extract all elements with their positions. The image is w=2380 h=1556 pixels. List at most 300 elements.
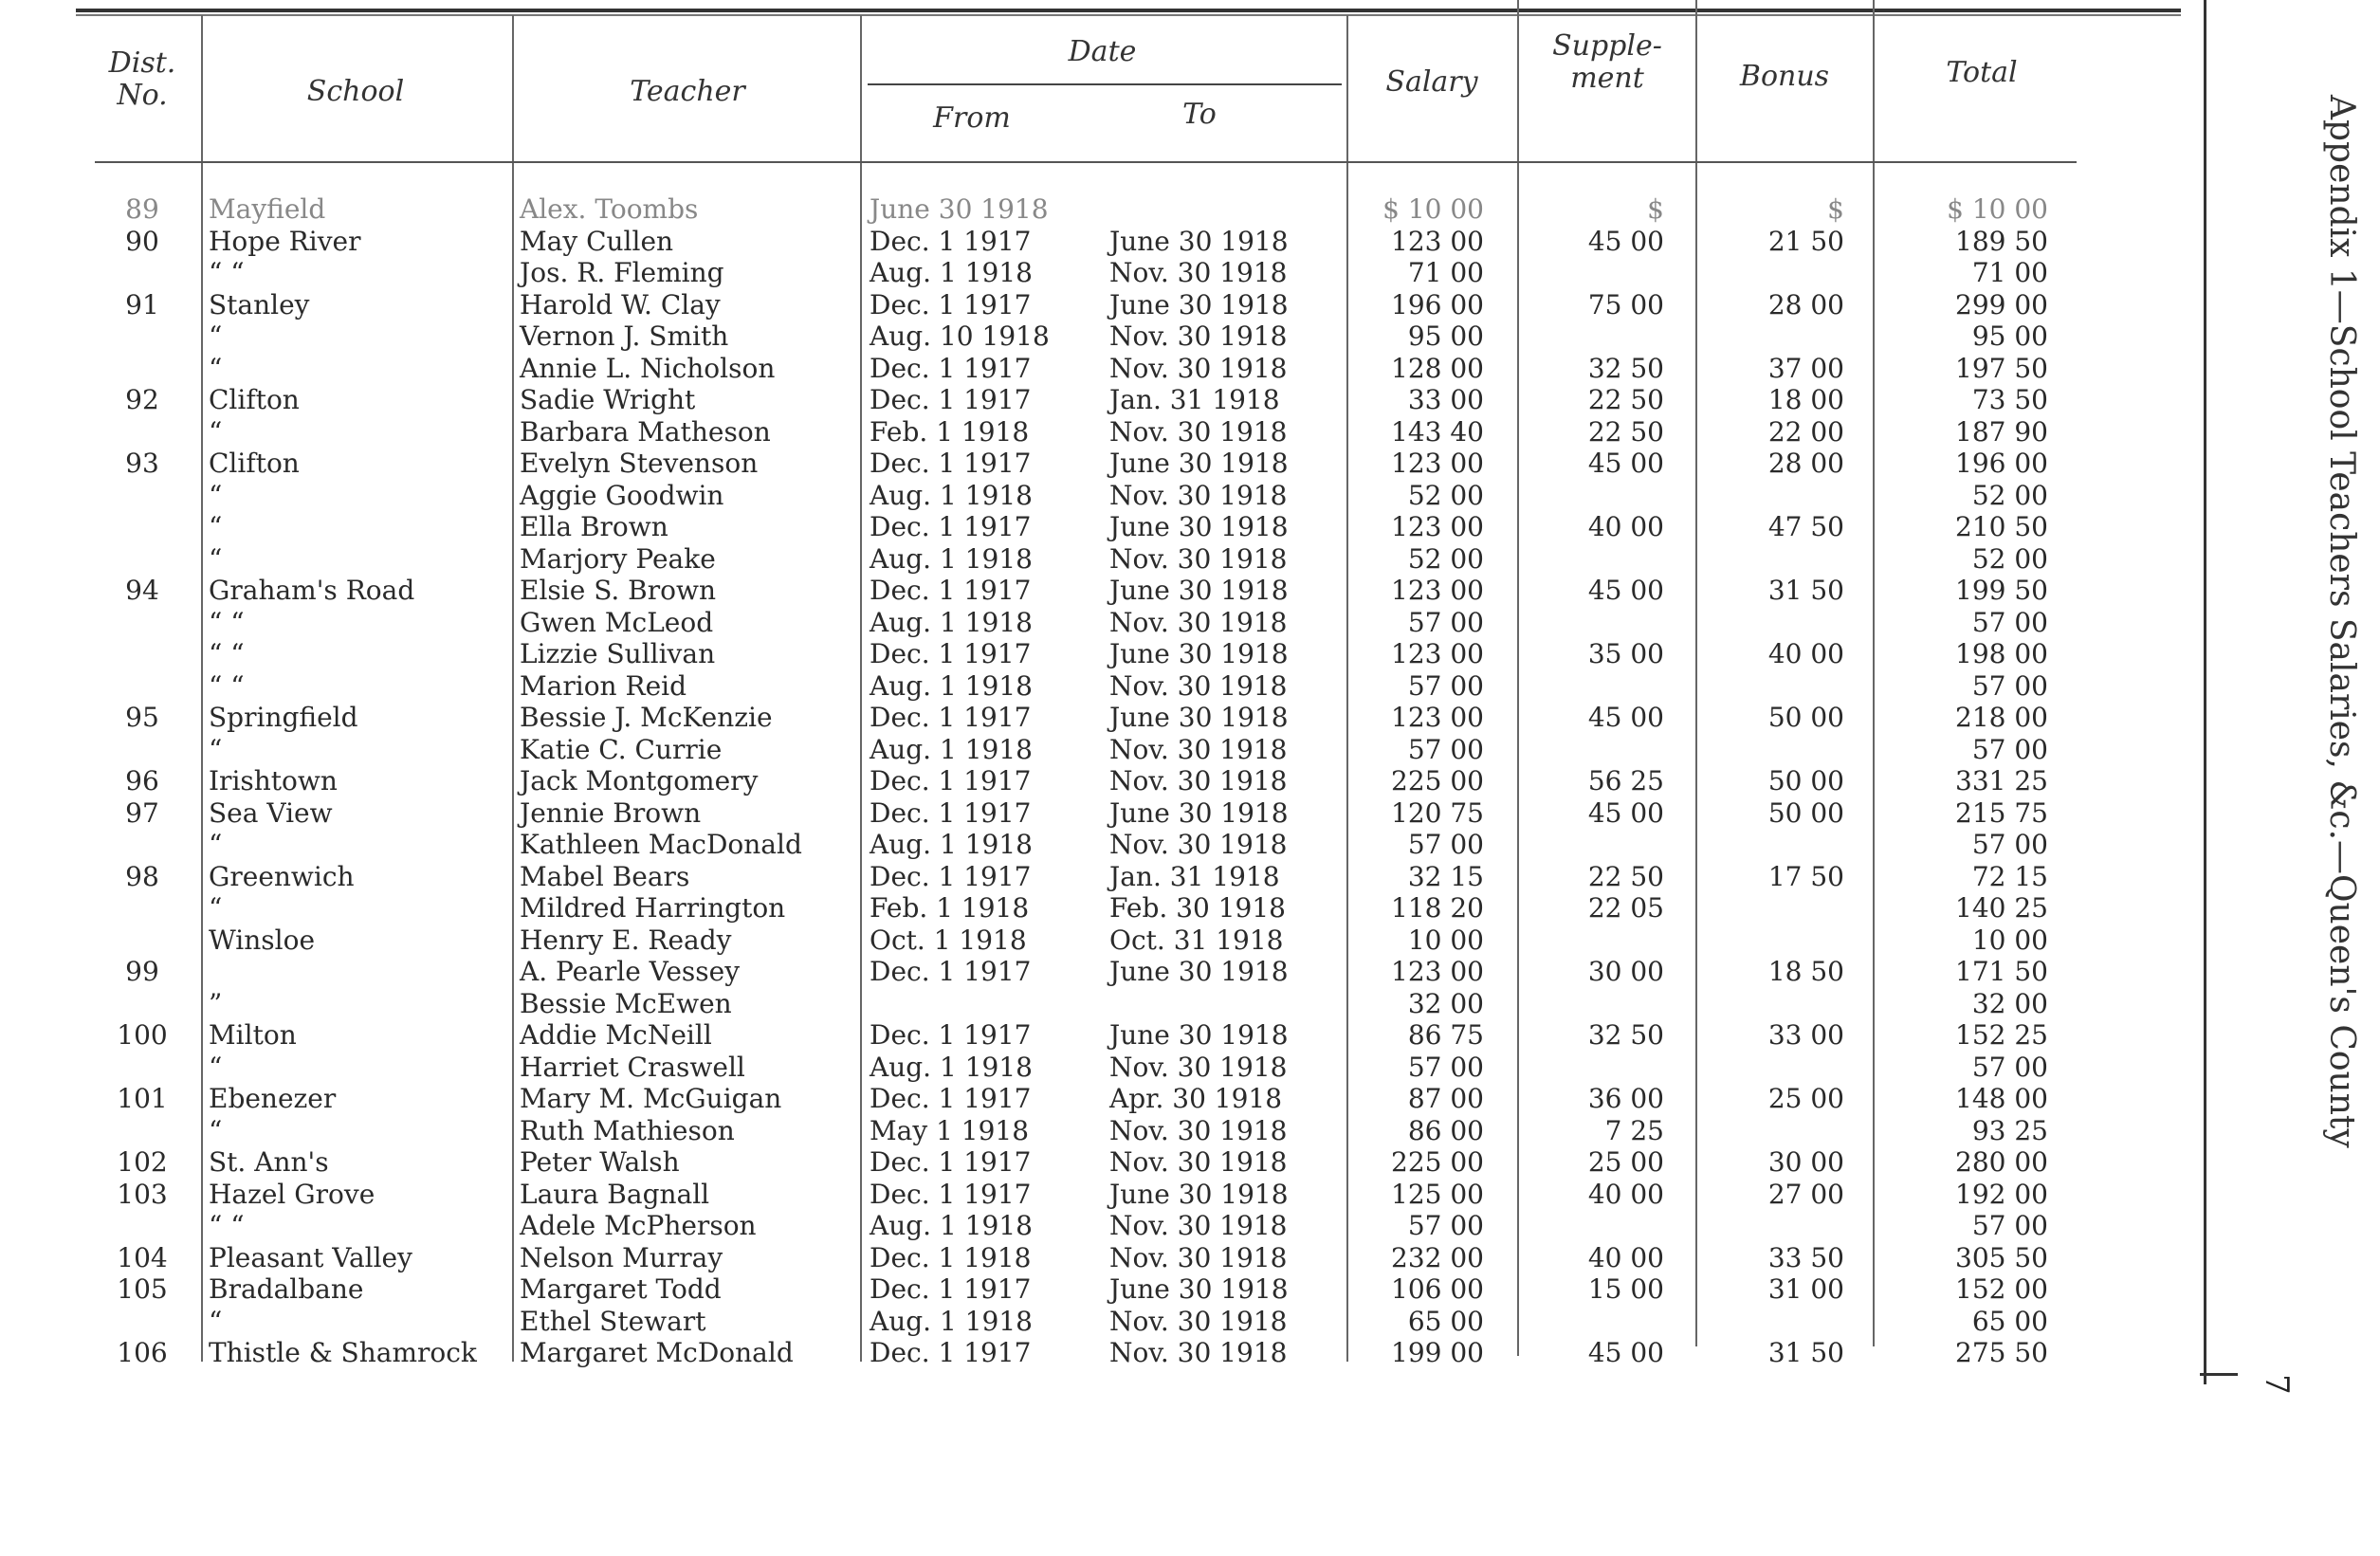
bonus-cell: 31 50 — [1767, 575, 1844, 606]
school-cell: “ — [209, 511, 223, 542]
total-cell: 65 00 — [1971, 1305, 2048, 1337]
bonus-cell: 28 00 — [1767, 288, 1844, 320]
teacher-cell: Ruth Mathieson — [520, 1114, 735, 1146]
school-cell: Hope River — [209, 225, 361, 257]
dist-no-cell: 94 — [125, 575, 159, 606]
salary-cell: 32 00 — [1407, 987, 1484, 1019]
to-date-cell: June 30 1918 — [1109, 1273, 1289, 1305]
to-date-cell: Nov. 30 1918 — [1109, 733, 1288, 765]
salary-cell: 123 00 — [1391, 511, 1484, 542]
salary-cell: 118 20 — [1391, 892, 1484, 924]
salary-cell: 57 00 — [1407, 1210, 1484, 1241]
teacher-cell: Evelyn Stevenson — [520, 448, 759, 479]
from-date-cell: Dec. 1 1917 — [870, 765, 1032, 796]
to-date-cell: Nov. 30 1918 — [1109, 669, 1288, 702]
teacher-cell: Bessie J. McKenzie — [520, 702, 773, 733]
supplement-cell: 22 50 — [1587, 415, 1664, 448]
total-cell: 52 00 — [1971, 542, 2048, 575]
supplement-cell: 15 00 — [1587, 1273, 1664, 1305]
salary-cell: 123 00 — [1391, 575, 1484, 606]
from-date-cell: Aug. 1 1918 — [870, 669, 1033, 702]
total-cell: 299 00 — [1955, 288, 2048, 320]
total-cell: 189 50 — [1955, 225, 2048, 257]
to-date-cell: Nov. 30 1918 — [1109, 1241, 1288, 1273]
bonus-cell: 22 00 — [1767, 415, 1844, 448]
school-cell: “ “ — [209, 669, 245, 702]
side-rule — [2204, 0, 2206, 1384]
dist-no-cell: 103 — [117, 1178, 168, 1210]
supplement-cell: 36 00 — [1587, 1083, 1664, 1114]
total-cell: 196 00 — [1955, 448, 2048, 479]
dist-no-cell: 99 — [125, 956, 159, 987]
bonus-cell: 18 00 — [1767, 384, 1844, 415]
teacher-cell: Ella Brown — [520, 511, 668, 542]
bonus-cell: 18 50 — [1767, 956, 1844, 987]
school-cell: “ “ — [209, 638, 245, 669]
supplement-cell: 25 00 — [1587, 1146, 1664, 1178]
header-from: From — [933, 101, 1011, 135]
bonus-cell: 50 00 — [1767, 796, 1844, 829]
teacher-cell: Margaret Todd — [520, 1273, 722, 1305]
top-rule-thin — [76, 14, 2181, 16]
teacher-cell: Margaret McDonald — [520, 1337, 794, 1368]
total-cell: 71 00 — [1971, 257, 2048, 288]
teacher-cell: Addie McNeill — [520, 1019, 712, 1051]
salary-cell: 10 00 — [1407, 924, 1484, 956]
salary-cell: 57 00 — [1407, 829, 1484, 860]
salary-cell: 32 15 — [1407, 860, 1484, 892]
bonus-cell: 25 00 — [1767, 1083, 1844, 1114]
salary-cell: 57 00 — [1407, 669, 1484, 702]
teacher-cell: Laura Bagnall — [520, 1178, 710, 1210]
side-title: Appendix 1—School Teachers Salaries, &c.—Queen's County — [2322, 95, 2361, 1148]
from-date-cell: Dec. 1 1917 — [870, 384, 1032, 415]
teacher-cell: Adele McPherson — [520, 1210, 757, 1241]
salary-cell: 57 00 — [1407, 733, 1484, 765]
school-cell: Bradalbane — [209, 1273, 364, 1305]
to-date-cell: Nov. 30 1918 — [1109, 765, 1288, 796]
dist-no-cell: 95 — [125, 702, 159, 733]
from-date-cell: May 1 1918 — [870, 1114, 1030, 1146]
salary-cell: 123 00 — [1391, 225, 1484, 257]
school-cell: “ — [209, 733, 223, 765]
dist-no-cell: 102 — [117, 1146, 168, 1178]
total-cell: 192 00 — [1955, 1178, 2048, 1210]
total-cell: 331 25 — [1955, 765, 2048, 796]
from-date-cell: Dec. 1 1917 — [870, 1019, 1032, 1051]
teacher-cell: Jennie Brown — [520, 796, 702, 829]
teacher-cell: Aggie Goodwin — [520, 479, 724, 511]
school-cell: “ — [209, 1305, 223, 1337]
from-date-cell: Dec. 1 1918 — [870, 1241, 1032, 1273]
to-date-cell: June 30 1918 — [1109, 796, 1289, 829]
total-cell: 218 00 — [1955, 702, 2048, 733]
teacher-cell: Harriet Craswell — [520, 1051, 745, 1083]
bonus-cell: 30 00 — [1767, 1146, 1844, 1178]
teacher-cell: Mary M. McGuigan — [520, 1083, 782, 1114]
column-divider — [1695, 0, 1697, 1346]
salary-cell: 123 00 — [1391, 448, 1484, 479]
to-date-cell: Apr. 30 1918 — [1109, 1083, 1283, 1114]
supplement-cell: 32 50 — [1587, 1019, 1664, 1051]
from-date-cell: Aug. 1 1918 — [870, 257, 1033, 288]
from-date-cell: Dec. 1 1917 — [870, 511, 1032, 542]
salary-cell: 120 75 — [1391, 796, 1484, 829]
salary-cell: 123 00 — [1391, 702, 1484, 733]
salary-cell: 199 00 — [1391, 1337, 1484, 1368]
from-date-cell: Dec. 1 1917 — [870, 796, 1032, 829]
total-cell: 305 50 — [1955, 1241, 2048, 1273]
dist-no-cell: 89 — [125, 193, 159, 225]
salary-cell: 106 00 — [1391, 1273, 1484, 1305]
total-cell: 148 00 — [1955, 1083, 2048, 1114]
teacher-cell: A. Pearle Vessey — [520, 956, 741, 987]
teacher-cell: Ethel Stewart — [520, 1305, 706, 1337]
page-number: 7 — [2257, 1374, 2296, 1395]
salary-cell: 143 40 — [1391, 415, 1484, 448]
school-cell: “ — [209, 352, 223, 384]
salary-cell: 65 00 — [1407, 1305, 1484, 1337]
dist-no-cell: 93 — [125, 448, 159, 479]
to-date-cell: Nov. 30 1918 — [1109, 1210, 1288, 1241]
to-date-cell: Nov. 30 1918 — [1109, 415, 1288, 448]
to-date-cell: Nov. 30 1918 — [1109, 606, 1288, 638]
salary-cell: 225 00 — [1391, 765, 1484, 796]
from-date-cell: Dec. 1 1917 — [870, 1273, 1032, 1305]
salary-cell: 87 00 — [1407, 1083, 1484, 1114]
salary-cell: $ 10 00 — [1382, 193, 1484, 225]
salary-cell: 57 00 — [1407, 606, 1484, 638]
supplement-cell: 75 00 — [1587, 288, 1664, 320]
school-cell: “ — [209, 542, 223, 575]
school-cell: “ — [209, 829, 223, 860]
salary-cell: 33 00 — [1407, 384, 1484, 415]
to-date-cell: Nov. 30 1918 — [1109, 1337, 1288, 1368]
school-cell: “ — [209, 892, 223, 924]
supplement-cell: 45 00 — [1587, 702, 1664, 733]
salary-cell: 225 00 — [1391, 1146, 1484, 1178]
teacher-cell: Barbara Matheson — [520, 415, 771, 448]
header-bonus: Bonus — [1739, 60, 1830, 93]
bonus-cell: 33 00 — [1767, 1019, 1844, 1051]
supplement-cell: 22 05 — [1587, 892, 1664, 924]
to-date-cell: June 30 1918 — [1109, 638, 1289, 669]
to-date-cell: June 30 1918 — [1109, 702, 1289, 733]
supplement-cell: 32 50 — [1587, 352, 1664, 384]
school-cell: Stanley — [209, 288, 310, 320]
total-cell: 215 75 — [1955, 796, 2048, 829]
bonus-cell: $ — [1827, 193, 1844, 225]
total-cell: 171 50 — [1955, 956, 2048, 987]
bonus-cell: 31 50 — [1767, 1337, 1844, 1368]
to-date-cell: June 30 1918 — [1109, 956, 1289, 987]
to-date-cell: Nov. 30 1918 — [1109, 1146, 1288, 1178]
bonus-cell: 50 00 — [1767, 765, 1844, 796]
school-cell: “ “ — [209, 606, 245, 638]
bonus-cell: 50 00 — [1767, 702, 1844, 733]
school-cell: Hazel Grove — [209, 1178, 375, 1210]
total-cell: 57 00 — [1971, 1051, 2048, 1083]
total-cell: 57 00 — [1971, 669, 2048, 702]
teacher-cell: Harold W. Clay — [520, 288, 721, 320]
school-cell: “ “ — [209, 1210, 245, 1241]
school-cell: Springfield — [209, 702, 358, 733]
dist-no-cell: 97 — [125, 796, 159, 829]
column-divider — [1346, 15, 1348, 1362]
from-date-cell: Dec. 1 1917 — [870, 575, 1032, 606]
supplement-cell: $ — [1647, 193, 1664, 225]
supplement-cell: 45 00 — [1587, 225, 1664, 257]
school-cell: Clifton — [209, 384, 300, 415]
dist-no-cell: 104 — [117, 1241, 168, 1273]
total-cell: 152 25 — [1955, 1019, 2048, 1051]
header-date: Date — [1068, 35, 1137, 68]
salary-cell: 125 00 — [1391, 1178, 1484, 1210]
salary-cell: 123 00 — [1391, 638, 1484, 669]
supplement-cell: 45 00 — [1587, 575, 1664, 606]
dist-no-cell: 90 — [125, 225, 159, 257]
to-date-cell: Nov. 30 1918 — [1109, 257, 1288, 288]
column-divider — [860, 15, 862, 1362]
dist-no-cell: 106 — [117, 1337, 168, 1368]
salary-cell: 123 00 — [1391, 956, 1484, 987]
total-cell: 187 90 — [1955, 415, 2048, 448]
teacher-cell: Jos. R. Fleming — [520, 257, 724, 288]
school-cell: Milton — [209, 1019, 297, 1051]
total-cell: 52 00 — [1971, 479, 2048, 511]
from-date-cell: Aug. 1 1918 — [870, 1051, 1033, 1083]
supplement-cell: 22 50 — [1587, 384, 1664, 415]
to-date-cell: Nov. 30 1918 — [1109, 1305, 1288, 1337]
column-divider — [201, 15, 203, 1362]
to-date-cell: June 30 1918 — [1109, 575, 1289, 606]
from-date-cell: Dec. 1 1917 — [870, 956, 1032, 987]
bonus-cell: 37 00 — [1767, 352, 1844, 384]
salary-cell: 52 00 — [1407, 479, 1484, 511]
teacher-cell: Sadie Wright — [520, 384, 696, 415]
dist-no-cell: 98 — [125, 860, 159, 892]
salary-cell: 95 00 — [1407, 320, 1484, 352]
bonus-cell: 40 00 — [1767, 638, 1844, 669]
total-cell: 57 00 — [1971, 606, 2048, 638]
salary-cell: 128 00 — [1391, 352, 1484, 384]
dist-no-cell: 92 — [125, 384, 159, 415]
school-cell: St. Ann's — [209, 1146, 329, 1178]
teacher-cell: Henry E. Ready — [520, 924, 732, 956]
to-date-cell: Nov. 30 1918 — [1109, 542, 1288, 575]
total-cell: 57 00 — [1971, 733, 2048, 765]
from-date-cell: Aug. 10 1918 — [870, 320, 1050, 352]
school-cell: “ — [209, 320, 223, 352]
from-date-cell: Dec. 1 1917 — [870, 860, 1032, 892]
school-cell: Sea View — [209, 796, 333, 829]
to-date-cell: Nov. 30 1918 — [1109, 829, 1288, 860]
supplement-cell: 40 00 — [1587, 511, 1664, 542]
dist-no-cell: 91 — [125, 288, 159, 320]
to-date-cell: Nov. 30 1918 — [1109, 479, 1288, 511]
teacher-cell: Marion Reid — [520, 669, 687, 702]
supplement-cell: 22 50 — [1587, 860, 1664, 892]
salary-cell: 86 75 — [1407, 1019, 1484, 1051]
total-cell: 140 25 — [1955, 892, 2048, 924]
teacher-cell: Mabel Bears — [520, 860, 690, 892]
salary-cell: 52 00 — [1407, 542, 1484, 575]
top-rule — [76, 9, 2181, 12]
teacher-cell: Elsie S. Brown — [520, 575, 716, 606]
column-divider — [512, 15, 514, 1362]
salary-cell: 196 00 — [1391, 288, 1484, 320]
from-date-cell: Dec. 1 1917 — [870, 1146, 1032, 1178]
total-cell: 73 50 — [1971, 384, 2048, 415]
teacher-cell: Vernon J. Smith — [520, 320, 729, 352]
from-date-cell: Dec. 1 1917 — [870, 1337, 1032, 1368]
to-date-cell: Oct. 31 1918 — [1109, 924, 1284, 956]
header-dist-no: Dist. No. — [108, 46, 176, 112]
from-date-cell: Aug. 1 1918 — [870, 733, 1033, 765]
school-cell: Winsloe — [209, 924, 316, 956]
from-date-cell: Feb. 1 1918 — [870, 415, 1030, 448]
to-date-cell: Jan. 31 1918 — [1109, 860, 1280, 892]
supplement-cell: 40 00 — [1587, 1178, 1664, 1210]
header-to: To — [1182, 98, 1217, 131]
dist-no-cell: 100 — [117, 1019, 168, 1051]
school-cell: Ebenezer — [209, 1083, 337, 1114]
bonus-cell: 33 50 — [1767, 1241, 1844, 1273]
teacher-cell: Nelson Murray — [520, 1241, 723, 1273]
salary-cell: 57 00 — [1407, 1051, 1484, 1083]
to-date-cell: June 30 1918 — [1109, 511, 1289, 542]
bonus-cell: 31 00 — [1767, 1273, 1844, 1305]
salary-cell: 232 00 — [1391, 1241, 1484, 1273]
to-date-cell: June 30 1918 — [1109, 225, 1289, 257]
bonus-cell: 27 00 — [1767, 1178, 1844, 1210]
supplement-cell: 56 25 — [1587, 765, 1664, 796]
school-cell: Clifton — [209, 448, 300, 479]
supplement-cell: 40 00 — [1587, 1241, 1664, 1273]
teacher-cell: Lizzie Sullivan — [520, 638, 716, 669]
bonus-cell: 21 50 — [1767, 225, 1844, 257]
school-cell: ” — [209, 987, 223, 1019]
dist-no-cell: 96 — [125, 765, 159, 796]
school-cell: “ — [209, 1114, 223, 1146]
from-date-cell: Aug. 1 1918 — [870, 606, 1033, 638]
total-cell: 152 00 — [1955, 1273, 2048, 1305]
from-date-cell: Dec. 1 1917 — [870, 448, 1032, 479]
from-date-cell: Dec. 1 1917 — [870, 1178, 1032, 1210]
teacher-cell: Annie L. Nicholson — [520, 352, 776, 384]
total-cell: 210 50 — [1955, 511, 2048, 542]
total-cell: 95 00 — [1971, 320, 2048, 352]
school-cell: Pleasant Valley — [209, 1241, 412, 1273]
from-date-cell: June 30 1918 — [870, 193, 1049, 225]
to-date-cell: Nov. 30 1918 — [1109, 1051, 1288, 1083]
teacher-cell: Kathleen MacDonald — [520, 829, 802, 860]
teacher-cell: Alex. Toombs — [520, 193, 699, 225]
supplement-cell: 45 00 — [1587, 1337, 1664, 1368]
to-date-cell: June 30 1918 — [1109, 288, 1289, 320]
from-date-cell: Dec. 1 1917 — [870, 225, 1032, 257]
date-header-rule — [868, 83, 1342, 85]
salary-cell: 86 00 — [1407, 1114, 1484, 1146]
to-date-cell: Nov. 30 1918 — [1109, 352, 1288, 384]
to-date-cell: June 30 1918 — [1109, 448, 1289, 479]
school-cell: Thistle & Shamrock — [209, 1337, 477, 1368]
from-date-cell: Oct. 1 1918 — [870, 924, 1027, 956]
teacher-cell: Gwen McLeod — [520, 606, 714, 638]
to-date-cell: Jan. 31 1918 — [1109, 384, 1280, 415]
total-cell: 57 00 — [1971, 1210, 2048, 1241]
bonus-cell: 28 00 — [1767, 448, 1844, 479]
total-cell: 199 50 — [1955, 575, 2048, 606]
from-date-cell: Aug. 1 1918 — [870, 829, 1033, 860]
school-cell: “ — [209, 479, 223, 511]
from-date-cell: Feb. 1 1918 — [870, 892, 1030, 924]
from-date-cell: Dec. 1 1917 — [870, 352, 1032, 384]
to-date-cell: Nov. 30 1918 — [1109, 1114, 1288, 1146]
teacher-cell: Jack Montgomery — [520, 765, 759, 796]
total-cell: $ 10 00 — [1947, 193, 2048, 225]
school-cell: Greenwich — [209, 860, 355, 892]
header-total: Total — [1946, 56, 2018, 89]
total-cell: 72 15 — [1971, 860, 2048, 892]
from-date-cell: Dec. 1 1917 — [870, 1083, 1032, 1114]
total-cell: 10 00 — [1971, 924, 2048, 956]
teacher-cell: May Cullen — [520, 225, 674, 257]
teacher-cell: Katie C. Currie — [520, 733, 723, 765]
page-number-rule — [2200, 1373, 2238, 1376]
total-cell: 32 00 — [1971, 987, 2048, 1019]
from-date-cell: Dec. 1 1917 — [870, 702, 1032, 733]
supplement-cell: 35 00 — [1587, 638, 1664, 669]
from-date-cell: Aug. 1 1918 — [870, 1210, 1033, 1241]
bonus-cell: 47 50 — [1767, 511, 1844, 542]
supplement-cell: 30 00 — [1587, 956, 1664, 987]
to-date-cell: June 30 1918 — [1109, 1178, 1289, 1210]
header-supplement: Supple- ment — [1552, 29, 1662, 95]
from-date-cell: Dec. 1 1917 — [870, 288, 1032, 320]
total-cell: 93 25 — [1971, 1114, 2048, 1146]
total-cell: 275 50 — [1955, 1337, 2048, 1368]
teacher-cell: Peter Walsh — [520, 1146, 680, 1178]
header-teacher: Teacher — [630, 75, 745, 108]
supplement-cell: 45 00 — [1587, 448, 1664, 479]
teacher-cell: Marjory Peake — [520, 542, 716, 575]
school-cell: “ “ — [209, 257, 245, 288]
column-divider — [1517, 0, 1519, 1356]
dist-no-cell: 101 — [117, 1083, 168, 1114]
teacher-cell: Bessie McEwen — [520, 987, 732, 1019]
total-cell: 280 00 — [1955, 1146, 2048, 1178]
school-cell: Mayfield — [209, 193, 326, 225]
to-date-cell: Nov. 30 1918 — [1109, 320, 1288, 352]
header-school: School — [306, 75, 405, 108]
to-date-cell: Feb. 30 1918 — [1109, 892, 1286, 924]
school-cell: Irishtown — [209, 765, 338, 796]
column-divider — [1873, 0, 1875, 1346]
header-rule — [95, 161, 2077, 163]
school-cell: Graham's Road — [209, 575, 415, 606]
school-cell: “ — [209, 415, 223, 448]
supplement-cell: 7 25 — [1604, 1114, 1664, 1146]
dist-no-cell: 105 — [117, 1273, 168, 1305]
total-cell: 57 00 — [1971, 829, 2048, 860]
from-date-cell: Aug. 1 1918 — [870, 1305, 1033, 1337]
total-cell: 197 50 — [1955, 352, 2048, 384]
header-salary: Salary — [1385, 65, 1478, 99]
teacher-cell: Mildred Harrington — [520, 892, 786, 924]
school-cell: “ — [209, 1051, 223, 1083]
bonus-cell: 17 50 — [1767, 860, 1844, 892]
